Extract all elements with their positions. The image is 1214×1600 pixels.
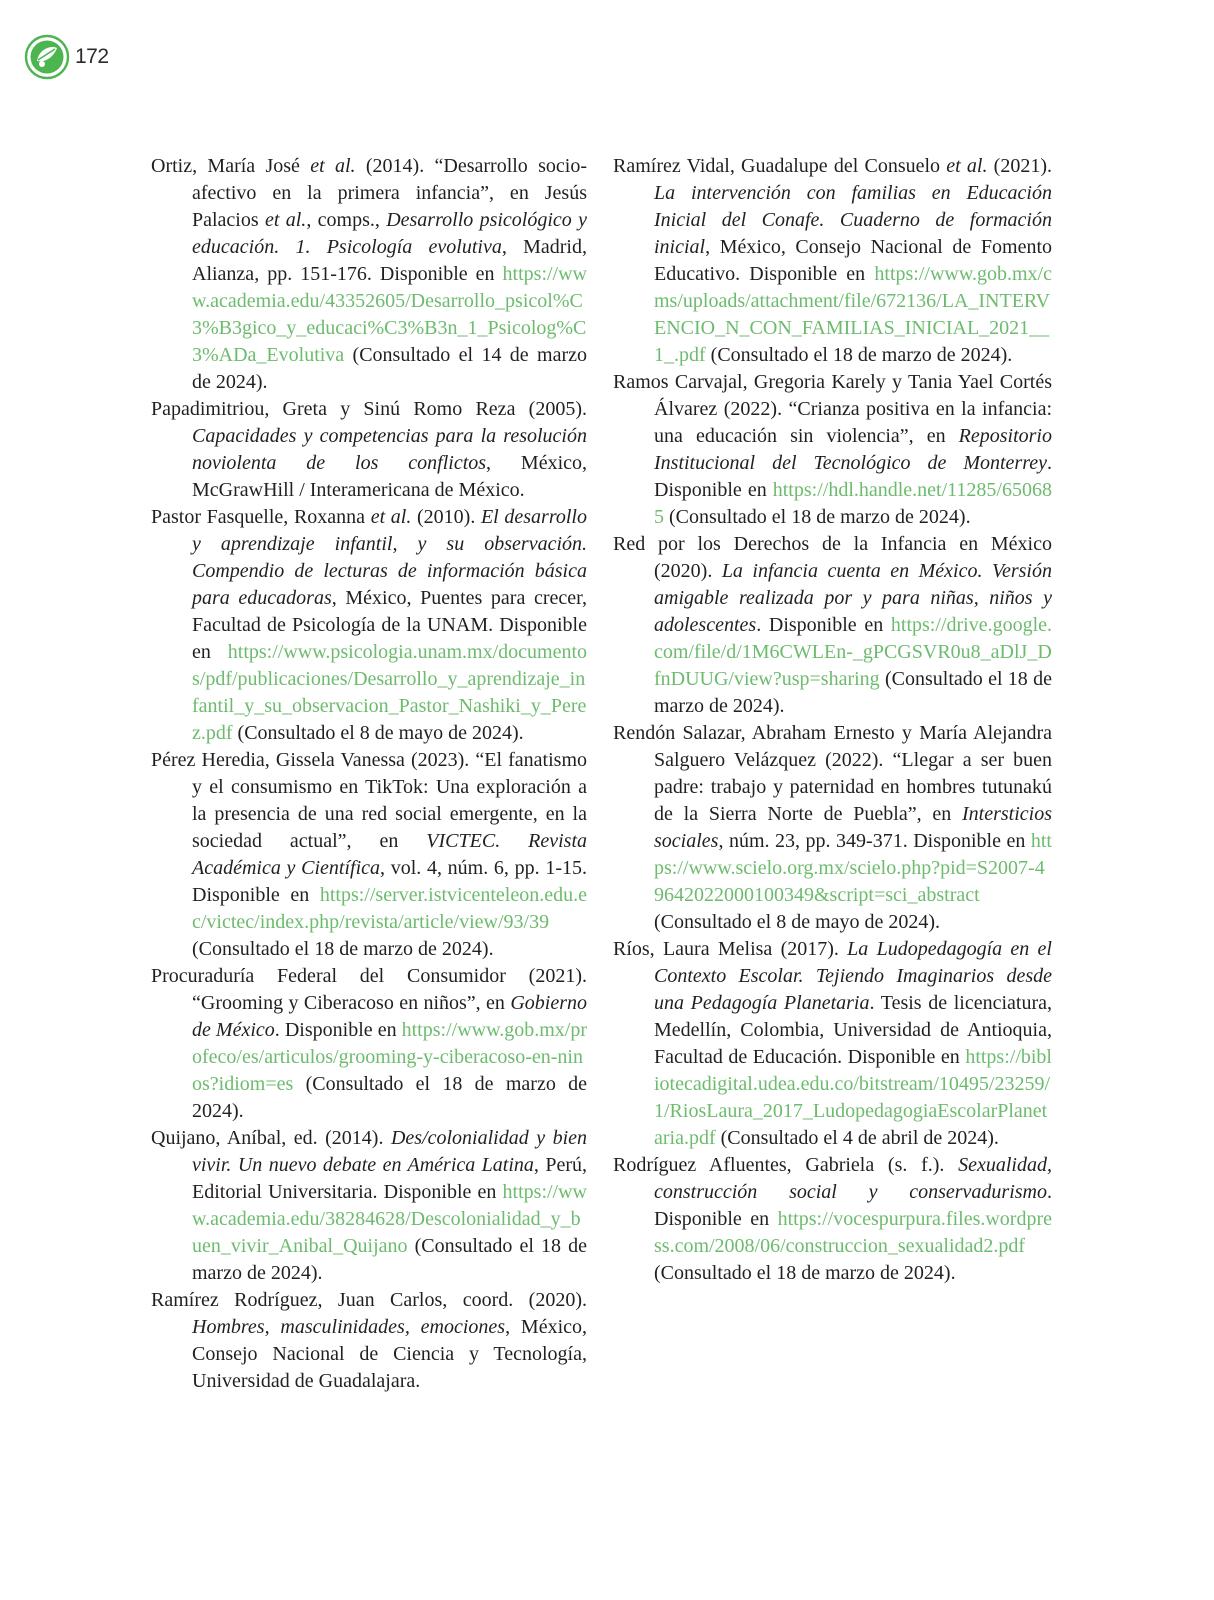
- reference-title: La Ludopedagogía en el Contexto Escolar. Tejiendo Imaginarios desde una Pedagogía Planetaria: [654, 938, 1052, 1014]
- reference-details: . Disponible en: [274, 1019, 402, 1041]
- reference-title: Gobierno de México: [192, 992, 587, 1041]
- reference-entry: [613, 720, 1052, 936]
- reference-author: Quijano, Aníbal, ed. (2014).: [151, 1127, 391, 1149]
- reference-details: . Disponible en: [654, 1181, 1052, 1230]
- reference-author: Ortiz, María José: [151, 155, 311, 177]
- reference-url-link[interactable]: https://drive.google.com/file/d/1M6CWLEn-_gPCGSVR0u8_aDlJ_DfnDUUG/view?usp=sharing: [654, 614, 1052, 690]
- reference-details: , vol. 4, núm. 6, pp. 1-15. Disponible en: [192, 857, 587, 906]
- reference-details: , México, McGrawHill / Interamericana de México.: [192, 452, 587, 501]
- reference-entry: [151, 963, 587, 1125]
- page-number: 172: [75, 45, 109, 68]
- reference-author: Papadimitriou, Greta y Sinú Romo Reza (2005).: [151, 398, 587, 420]
- reference-entry: [613, 369, 1052, 531]
- reference-entry: [151, 396, 587, 504]
- reference-entry: [151, 504, 587, 747]
- reference-details: . Tesis de licenciatura, Medellín, Colombia, Universidad de Antioquia, Facultad de Educación. Disponible en: [654, 992, 1053, 1068]
- references-right-column: [613, 153, 1052, 1287]
- reference-url-link[interactable]: https://server.istvicenteleon.edu.ec/victec/index.php/revista/article/view/93/39: [192, 884, 587, 933]
- reference-et-al: et al.: [370, 506, 412, 528]
- reference-url-link[interactable]: https://www.gob.mx/profeco/es/articulos/grooming-y-ciberacoso-en-ninos?idiom=es: [192, 1019, 587, 1095]
- reference-url-link[interactable]: https://www.gob.mx/cms/uploads/attachment/file/672136/LA_INTERVENCIO_N_CON_FAMILIAS_INICIAL_2021__1_.pdf: [654, 263, 1052, 366]
- reference-details: , núm. 23, pp. 349-371. Disponible en: [718, 830, 1031, 852]
- leaf-circle-icon: [24, 34, 70, 80]
- reference-author: Ríos, Laura Melisa (2017).: [613, 938, 848, 960]
- reference-title: Capacidades y competencias para la resolución noviolenta de los conflictos: [192, 425, 587, 474]
- reference-accessed-date: (Consultado el 18 de marzo de 2024).: [664, 506, 971, 528]
- reference-accessed-date: (Consultado el 18 de marzo de 2024).: [192, 938, 494, 960]
- reference-details: . Disponible en: [756, 614, 891, 636]
- reference-accessed-date: (Consultado el 18 de marzo de 2024).: [654, 1262, 956, 1284]
- reference-accessed-date: (Consultado el 8 de mayo de 2024).: [654, 911, 941, 933]
- reference-title: Sexualidad, construcción social y conservadurismo: [654, 1154, 1052, 1203]
- reference-url-link[interactable]: https://bibliotecadigital.udea.edu.co/bitstream/10495/23259/1/RiosLaura_2017_LudopedagogiaEscolarPlanetaria.pdf: [654, 1046, 1052, 1149]
- reference-title: La intervención con familias en Educación Inicial del Conafe. Cuaderno de formación inicial: [654, 182, 1052, 258]
- reference-accessed-date: (Consultado el 4 de abril de 2024).: [715, 1127, 999, 1149]
- reference-url-link[interactable]: https://www.academia.edu/43352605/Desarrollo_psicol%C3%B3gico_y_educaci%C3%B3n_1_Psicolog%C3%ADa_Evolutiva: [192, 263, 587, 366]
- reference-accessed-date: (Consultado el 18 de marzo de 2024).: [192, 1073, 587, 1122]
- reference-accessed-date: (Consultado el 18 de marzo de 2024).: [654, 668, 1052, 717]
- reference-author: Pérez Heredia, Gissela Vanessa (2023). “El fanatismo y el consumismo en TikTok: Una exploración a la presencia de una red social emergente, en la sociedad actual”, en: [151, 749, 587, 852]
- reference-author: Rendón Salazar, Abraham Ernesto y María Alejandra Salguero Velázquez (2022). “Llegar a ser buen padre: trabajo y paternidad en hombres tutunakú de la Sierra Norte de Puebla”, en: [613, 722, 1052, 825]
- reference-title: Desarrollo psicológico y educación. 1. Psicología evolutiva: [192, 209, 587, 258]
- reference-details: . Disponible en: [654, 452, 1052, 501]
- reference-url-link[interactable]: https://vocespurpura.files.wordpress.com/2008/06/construccion_sexualidad2.pdf: [654, 1208, 1052, 1257]
- page-header: [24, 34, 109, 80]
- reference-title: Des/colonialidad y bien vivir. Un nuevo debate en América Latina: [192, 1127, 587, 1176]
- reference-author: Procuraduría Federal del Consumidor (2021). “Grooming y Ciberacoso en niños”, en: [151, 965, 587, 1014]
- reference-et-al: et al.: [310, 155, 356, 177]
- reference-author: Rodríguez Afluentes, Gabriela (s. f.).: [613, 1154, 959, 1176]
- reference-details: , México, Puentes para crecer, Facultad de Psicología de la UNAM. Disponible en: [192, 587, 587, 663]
- reference-details: , México, Consejo Nacional de Fomento Educativo. Disponible en: [654, 236, 1052, 285]
- reference-year: (2014). “Desarrollo socioafectivo en la primera infancia”, en Jesús Palacios: [192, 155, 588, 231]
- reference-editors: , comps.,: [306, 209, 387, 231]
- reference-url-link[interactable]: https://www.academia.edu/38284628/Descolonialidad_y_buen_vivir_Anibal_Quijano: [192, 1181, 587, 1257]
- reference-details: , Perú, Editorial Universitaria. Disponible en: [192, 1154, 587, 1203]
- reference-et-al: et al.: [946, 155, 988, 177]
- reference-title: Repositorio Institucional del Tecnológico de Monterrey: [654, 425, 1052, 474]
- reference-et-al: et al.: [264, 209, 307, 231]
- reference-accessed-date: (Consultado el 14 de marzo de 2024).: [192, 344, 587, 393]
- reference-title: La infancia cuenta en México. Versión amigable realizada por y para niñas, niños y adolescentes: [654, 560, 1052, 636]
- reference-entry: [151, 1287, 587, 1395]
- reference-accessed-date: (Consultado el 18 de marzo de 2024).: [705, 344, 1013, 366]
- reference-accessed-date: (Consultado el 18 de marzo de 2024).: [192, 1235, 587, 1284]
- reference-entry: [613, 1152, 1052, 1287]
- reference-entry: [613, 153, 1052, 369]
- reference-year: (2010).: [411, 506, 481, 528]
- reference-title: Hombres, masculinidades, emociones: [192, 1316, 506, 1338]
- reference-url-link[interactable]: https://www.scielo.org.mx/scielo.php?pid=S2007-49642022000100349&script=sci_abstract: [654, 830, 1052, 906]
- reference-title: Intersticios sociales: [654, 803, 1052, 852]
- reference-title: VICTEC. Revista Académica y Científica: [192, 830, 588, 879]
- reference-author: Ramírez Rodríguez, Juan Carlos, coord. (2020).: [151, 1289, 587, 1311]
- reference-accessed-date: (Consultado el 8 de mayo de 2024).: [232, 722, 524, 744]
- reference-author: Red por los Derechos de la Infancia en México (2020).: [613, 533, 1052, 582]
- reference-url-link[interactable]: https://hdl.handle.net/11285/650685: [654, 479, 1052, 528]
- reference-details: , Madrid, Alianza, pp. 151-176. Disponible en: [192, 236, 587, 285]
- references-left-column: [151, 153, 587, 1395]
- reference-entry: [151, 747, 587, 963]
- reference-entry: [613, 936, 1052, 1152]
- reference-author: Pastor Fasquelle, Roxanna: [151, 506, 371, 528]
- reference-entry: [151, 153, 587, 396]
- reference-details: , México, Consejo Nacional de Ciencia y Tecnología, Universidad de Guadalajara.: [192, 1316, 588, 1392]
- reference-entry: [613, 531, 1052, 720]
- reference-year: (2021).: [987, 155, 1052, 177]
- reference-author: Ramos Carvajal, Gregoria Karely y Tania Yael Cortés Álvarez (2022). “Crianza positiva en la infancia: una educación sin violencia”, en: [613, 371, 1052, 447]
- reference-entry: [151, 1125, 587, 1287]
- reference-author: Ramírez Vidal, Guadalupe del Consuelo: [613, 155, 947, 177]
- reference-url-link[interactable]: https://www.psicologia.unam.mx/documentos/pdf/publicaciones/Desarrollo_y_aprendizaje_infantil_y_su_observacion_Pastor_Nashiki_y_Perez.pdf: [192, 641, 587, 744]
- reference-title: El desarrollo y aprendizaje infantil, y su observación. Compendio de lecturas de información básica para educadoras: [192, 506, 587, 609]
